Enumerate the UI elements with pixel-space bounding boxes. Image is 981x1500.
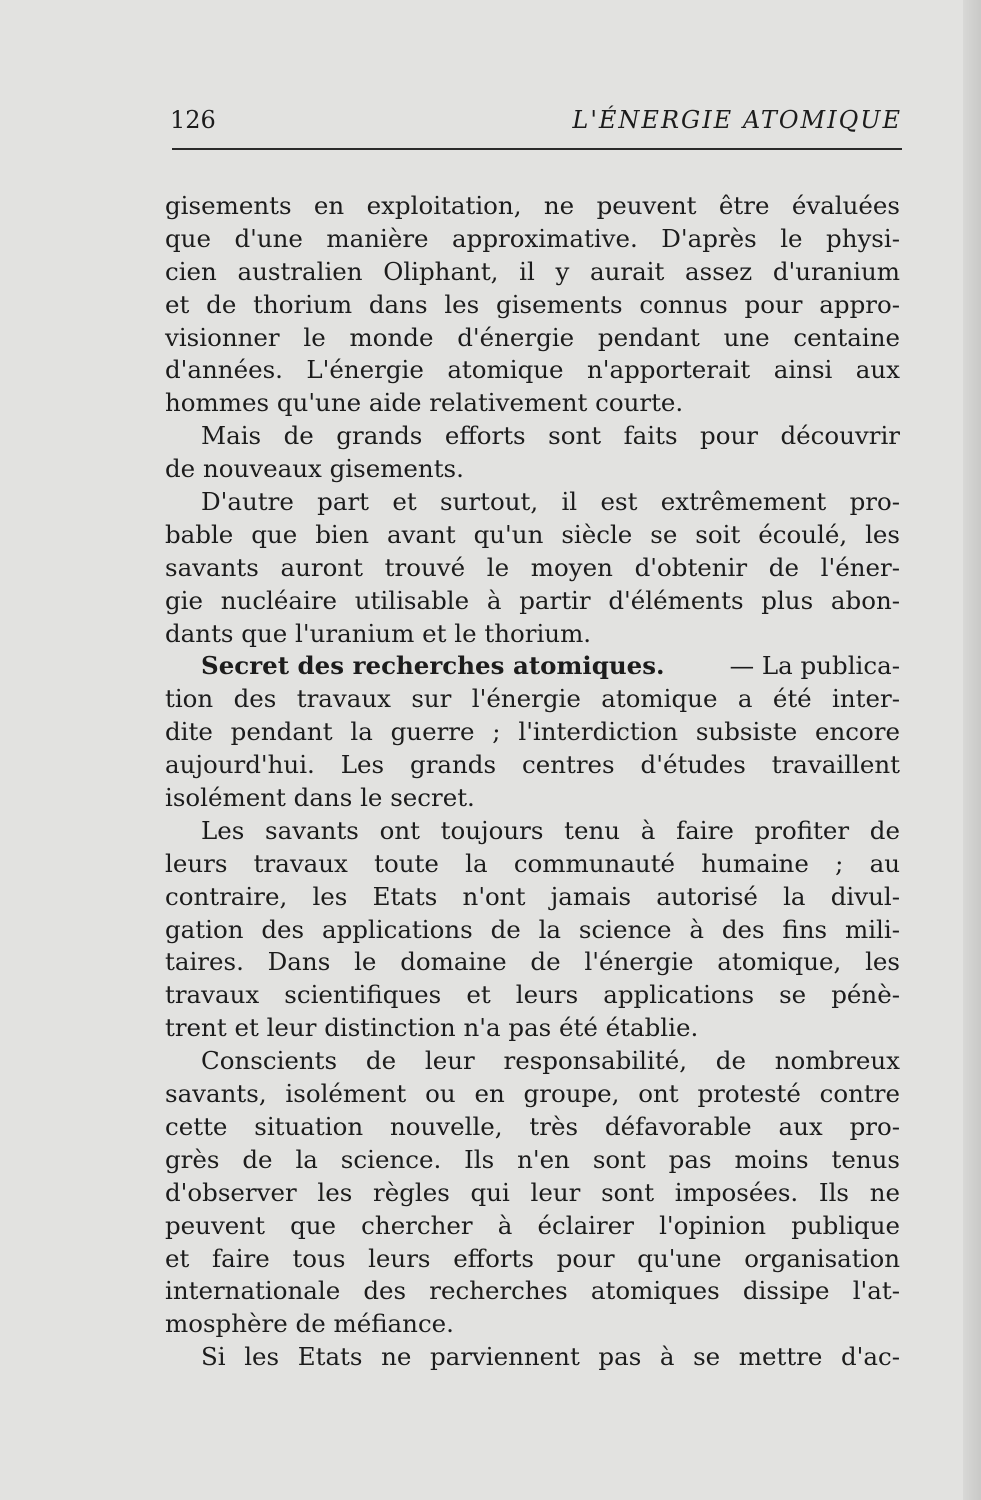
text-line: leurs travaux toute la communauté humaine ; au [165,848,900,878]
text-line: Les savants ont toujours tenu à faire profiter de [201,815,900,845]
text-line: savants auront trouvé le moyen d'obtenir de l'éner- [165,552,900,582]
text-line: trent et leur distinction n'a pas été établie. [165,1013,699,1043]
text-line: cien australien Oliphant, il y aurait assez d'uranium [165,256,900,286]
text-line: gisements en exploitation, ne peuvent être évaluées [165,191,900,220]
text-line: dants que l'uranium et le thorium. [165,618,592,648]
page-number: 126 [170,106,216,134]
text-line: grès de la science. Ils n'en sont pas moins tenus [165,1144,900,1174]
text-line: taires. Dans le domaine de l'énergie atomique, les [165,947,900,977]
text-line: hommes qu'une aide relativement courte. [165,388,684,418]
text-line: Si les Etats ne parviennent pas à se mettre d'ac- [201,1342,900,1372]
text-line: d'observer les règles qui leur sont imposées. Ils ne [165,1177,900,1207]
text-line: D'autre part et surtout, il est extrêmement pro- [201,487,900,517]
page-edge [963,0,981,1500]
text-line: dite pendant la guerre ; l'interdiction subsiste encore [165,717,900,747]
text-line: mosphère de méfiance. [165,1309,454,1339]
text-line: isolément dans le secret. [165,783,475,813]
text-line: et de thorium dans les gisements connus pour appro- [165,289,900,319]
section-heading: Secret des recherches atomiques. [201,651,665,681]
running-header [170,106,902,136]
text-line: tion des travaux sur l'énergie atomique a été inter- [165,684,900,714]
text-line: travaux scientifiques et leurs applications se pénè- [165,980,900,1010]
text-line: gation des applications de la science à des fins mili- [165,914,900,944]
text-line: contraire, les Etats n'ont jamais autorisé la divul- [165,881,900,911]
text-line: Mais de grands efforts sont faits pour découvrir [201,421,900,451]
text-line: que d'une manière approximative. D'après le physi- [165,223,900,253]
text-line: gie nucléaire utilisable à partir d'éléments plus abon- [165,585,900,615]
text-line: internationale des recherches atomiques dissipe l'at- [165,1276,900,1306]
text-fragment: — La publica- [729,651,900,681]
text-line: savants, isolément ou en groupe, ont protesté contre [165,1079,900,1109]
running-title: L'ÉNERGIE ATOMIQUE [572,106,902,134]
text-line: Conscients de leur responsabilité, de nombreux [201,1046,900,1076]
text-line: de nouveaux gisements. [165,454,464,484]
text-line: cette situation nouvelle, très défavorable aux pro- [165,1111,900,1141]
text-line: visionner le monde d'énergie pendant une centaine [165,322,900,352]
text-line: bable que bien avant qu'un siècle se soit écoulé, les [165,519,900,549]
body-text [165,190,900,1374]
text-line: d'années. L'énergie atomique n'apporterait ainsi aux [165,355,900,385]
text-line: aujourd'hui. Les grands centres d'études travaillent [165,750,900,780]
text-line-heading [165,650,900,683]
header-rule [172,148,902,150]
text-line: peuvent que chercher à éclairer l'opinion publique [165,1210,900,1240]
text-line: et faire tous leurs efforts pour qu'une organisation [165,1243,900,1273]
